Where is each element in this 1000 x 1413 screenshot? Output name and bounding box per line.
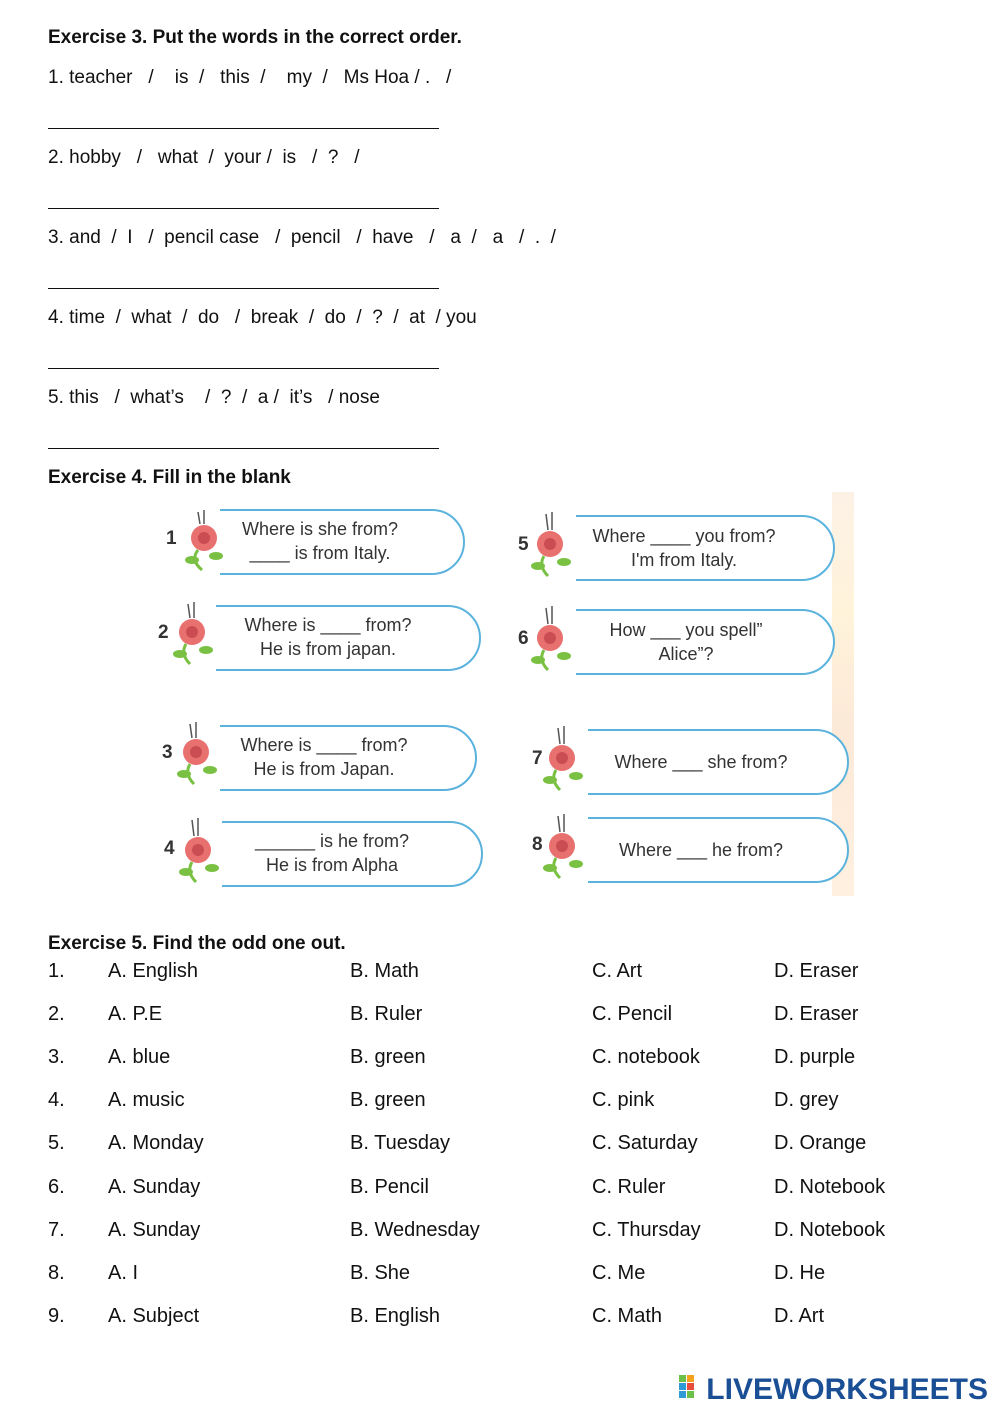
- exercise4-title: Exercise 4. Fill in the blank: [48, 467, 291, 488]
- bubble-2-line1: Where is ____ from?: [244, 615, 412, 635]
- bubble-2-line2: He is from japan.: [259, 639, 397, 659]
- bubble-4-line1: ______ is he from?: [254, 831, 410, 851]
- option-c[interactable]: C. Me: [592, 1261, 646, 1284]
- option-d[interactable]: D. He: [774, 1261, 826, 1284]
- bubble-8-number: 8: [532, 834, 543, 855]
- bubble-1-line2: ____ is from Italy.: [249, 543, 391, 563]
- fill-in-blank-figure: [160, 492, 854, 896]
- option-c[interactable]: C. Art: [592, 960, 643, 982]
- answer-line-2[interactable]: [48, 208, 439, 209]
- bubble-4-number: 4: [164, 838, 175, 859]
- question-number: 3.: [48, 1046, 65, 1069]
- bubble-7-line1: Where ___ she from?: [614, 752, 788, 772]
- option-a[interactable]: A. P.E: [108, 1003, 163, 1026]
- question-number: 9.: [48, 1304, 65, 1327]
- option-d[interactable]: D. Orange: [774, 1132, 867, 1155]
- exercise3-title: Exercise 3. Put the words in the correct order.: [48, 27, 462, 48]
- option-b[interactable]: B. green: [350, 1046, 426, 1069]
- bubble-1-line1: Where is she from?: [241, 519, 399, 539]
- bubble-6: [516, 602, 846, 687]
- bubble-8: [530, 810, 860, 895]
- bubble-3: [160, 718, 490, 803]
- option-b[interactable]: B. She: [350, 1261, 411, 1284]
- bubble-3-line1: Where is ____ from?: [240, 735, 408, 755]
- bubble-3-line2: He is from Japan.: [253, 759, 395, 779]
- ex3-item-4: 4. time / what / do / break / do / ? / at / you: [48, 307, 477, 328]
- question-number: 2.: [48, 1003, 65, 1026]
- option-b[interactable]: B. Tuesday: [350, 1132, 451, 1155]
- option-d[interactable]: D. purple: [774, 1046, 856, 1069]
- question-number: 6.: [48, 1175, 65, 1198]
- answer-line-4[interactable]: [48, 368, 439, 369]
- option-a[interactable]: A. music: [108, 1089, 185, 1112]
- flower-icon: [543, 726, 583, 790]
- answer-line-3[interactable]: [48, 288, 439, 289]
- option-b[interactable]: B. English: [350, 1304, 441, 1327]
- flower-icon: [531, 512, 571, 576]
- option-a[interactable]: A. Monday: [108, 1132, 204, 1155]
- option-c[interactable]: C. notebook: [592, 1046, 700, 1069]
- option-a[interactable]: A. I: [108, 1261, 139, 1284]
- option-c[interactable]: C. Saturday: [592, 1132, 698, 1155]
- option-c[interactable]: C. Pencil: [592, 1003, 673, 1026]
- bubble-2: [160, 598, 490, 683]
- option-a[interactable]: A. blue: [108, 1046, 171, 1069]
- bubble-2-number: 2: [158, 622, 169, 643]
- ex3-item-3: 3. and / I / pencil case / pencil / have / a / a / . /: [48, 227, 556, 248]
- option-a[interactable]: A. Sunday: [108, 1218, 201, 1241]
- flower-icon: [543, 814, 583, 878]
- bubble-6-number: 6: [518, 628, 529, 649]
- option-d[interactable]: D. Eraser: [774, 1003, 859, 1026]
- question-number: 1.: [48, 960, 65, 982]
- option-d[interactable]: D. Art: [774, 1304, 825, 1327]
- ex3-item-5: 5. this / what’s / ? / a / it’s / nose: [48, 387, 380, 408]
- flower-icon: [179, 818, 219, 882]
- flower-icon: [531, 606, 571, 670]
- bubble-7: [530, 722, 860, 807]
- flower-icon: [177, 722, 217, 784]
- option-b[interactable]: B. green: [350, 1089, 426, 1112]
- bubble-5-number: 5: [518, 534, 529, 555]
- question-number: 4.: [48, 1089, 65, 1112]
- exercise5-title: Exercise 5. Find the odd one out.: [48, 933, 346, 954]
- option-d[interactable]: D. grey: [774, 1089, 839, 1112]
- option-c[interactable]: C. Ruler: [592, 1175, 666, 1198]
- logo-text: LIVEWORKSHEETS: [706, 1373, 988, 1407]
- flower-icon: [173, 602, 213, 664]
- option-a[interactable]: A. English: [108, 960, 199, 982]
- option-b[interactable]: B. Pencil: [350, 1175, 429, 1198]
- ex3-item-2: 2. hobby / what / your / is / ? /: [48, 147, 360, 168]
- question-number: 8.: [48, 1261, 65, 1284]
- flower-icon: [185, 510, 223, 570]
- bubble-5-line2: I'm from Italy.: [630, 550, 738, 570]
- answer-line-1[interactable]: [48, 128, 439, 129]
- option-d[interactable]: D. Notebook: [774, 1175, 886, 1198]
- option-c[interactable]: C. pink: [592, 1089, 655, 1112]
- option-a[interactable]: A. Subject: [108, 1304, 200, 1327]
- bubble-6-line2: Alice”?: [658, 644, 714, 664]
- bubble-5-line1: Where ____ you from?: [592, 526, 776, 546]
- option-a[interactable]: A. Sunday: [108, 1175, 201, 1198]
- bubble-8-line1: Where ___ he from?: [618, 840, 784, 860]
- logo-mark-icon: [679, 1373, 703, 1407]
- bubble-4-line2: He is from Alpha: [265, 855, 399, 875]
- bubble-1-number: 1: [166, 528, 177, 549]
- question-number: 5.: [48, 1132, 65, 1155]
- bubble-1: [160, 502, 470, 587]
- option-d[interactable]: D. Notebook: [774, 1218, 886, 1241]
- bubble-4: [160, 814, 490, 899]
- option-c[interactable]: C. Thursday: [592, 1218, 701, 1241]
- option-b[interactable]: B. Math: [350, 960, 419, 982]
- bubble-3-number: 3: [162, 742, 173, 763]
- ex3-item-1: 1. teacher / is / this / my / Ms Hoa / . /: [48, 67, 452, 88]
- option-c[interactable]: C. Math: [592, 1304, 663, 1327]
- option-d[interactable]: D. Eraser: [774, 960, 859, 982]
- bubble-6-line1: How ___ you spell”: [609, 620, 763, 640]
- bubble-5: [516, 508, 846, 593]
- answer-line-5[interactable]: [48, 448, 439, 449]
- option-b[interactable]: B. Wednesday: [350, 1218, 480, 1241]
- option-b[interactable]: B. Ruler: [350, 1003, 423, 1026]
- bubble-7-number: 7: [532, 748, 543, 769]
- question-number: 7.: [48, 1218, 65, 1241]
- liveworksheets-logo: [679, 1372, 988, 1407]
